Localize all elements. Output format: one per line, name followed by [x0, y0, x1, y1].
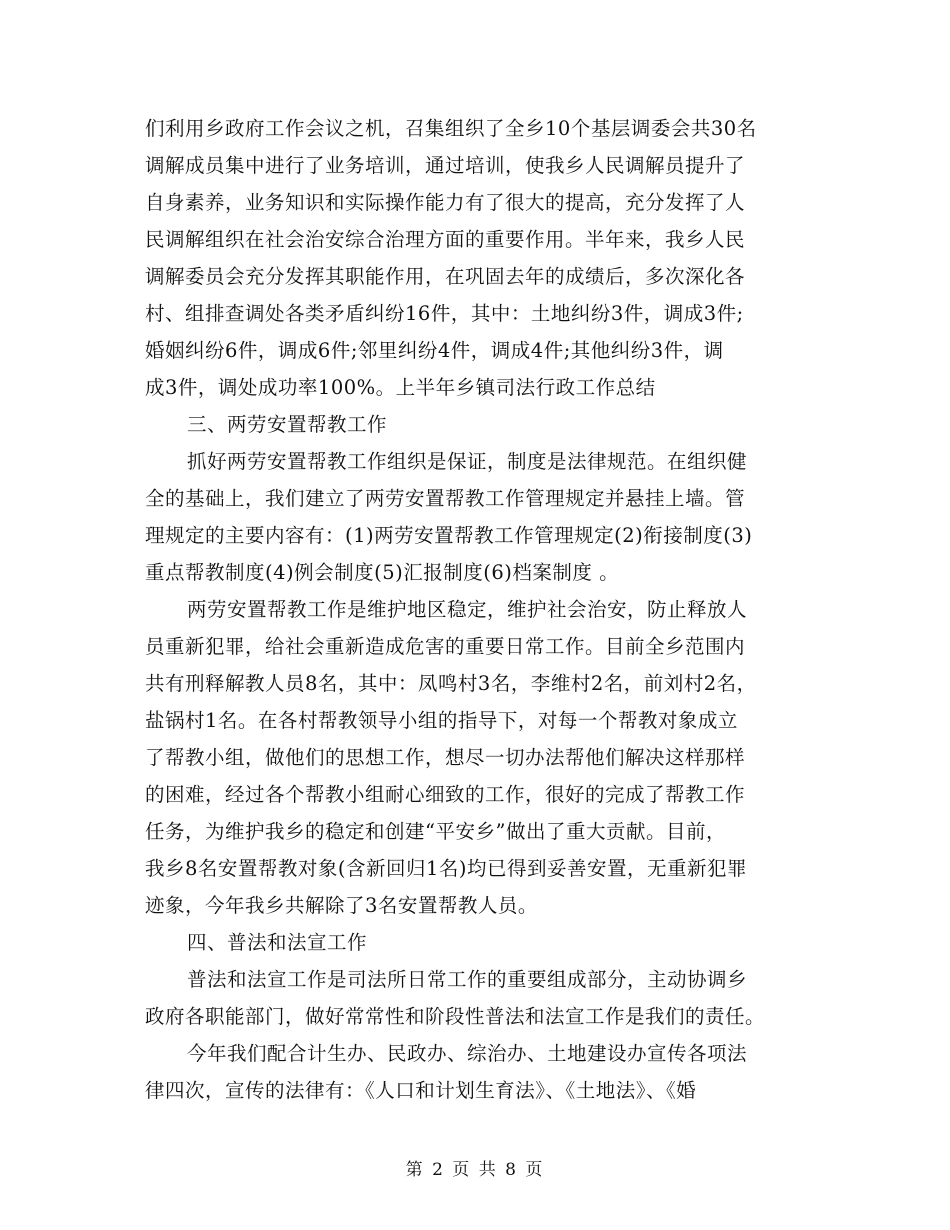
text-line: 的困难，经过各个帮教小组耐心细致的工作，很好的完成了帮教工作 [145, 783, 746, 806]
text-line: 调解成员集中进行了业务培训，通过培训，使我乡人民调解员提升了 [145, 154, 746, 177]
text-line: 抓好两劳安置帮教工作组织是保证，制度是法律规范。在组织健 [187, 450, 748, 473]
text-line: 政府各职能部门，做好常常性和阶段性普法和法宣工作是我们的责任。 [145, 1005, 766, 1028]
text-line: 三、两劳安置帮教工作 [187, 413, 388, 436]
text-line: 普法和法宣工作是司法所日常工作的重要组成部分，主动协调乡 [187, 968, 748, 991]
text-line: 理规定的主要内容有：(1)两劳安置帮教工作管理规定(2)衔接制度(3) [145, 524, 753, 547]
text-line: 员重新犯罪，给社会重新造成危害的重要日常工作。目前全乡范围内 [145, 635, 746, 658]
text-line: 了帮教小组，做他们的思想工作，想尽一切办法帮他们解决这样那样 [145, 746, 746, 769]
text-line: 们利用乡政府工作会议之机，召集组织了全乡10个基层调委会共30名 [145, 117, 757, 140]
text-line: 调解委员会充分发挥其职能作用，在巩固去年的成绩后，多次深化各 [145, 265, 746, 288]
text-line: 全的基础上，我们建立了两劳安置帮教工作管理规定并悬挂上墙。管 [145, 487, 746, 510]
text-line: 成3件，调处成功率100%。上半年乡镇司法行政工作总结 [145, 376, 656, 399]
document-body [145, 110, 810, 1109]
text-line: 民调解组织在社会治安综合治理方面的重要作用。半年来，我乡人民 [145, 228, 746, 251]
text-line: 四、普法和法宣工作 [187, 931, 368, 954]
text-line: 重点帮教制度(4)例会制度(5)汇报制度(6)档案制度 。 [145, 561, 620, 584]
text-line: 自身素养，业务知识和实际操作能力有了很大的提高，充分发挥了人 [145, 191, 746, 214]
text-line: 婚姻纠纷6件，调成6件;邻里纠纷4件，调成4件;其他纠纷3件，调 [145, 339, 724, 362]
text-line: 共有刑释解教人员8名，其中：凤鸣村3名，李维村2名，前刘村2名， [145, 672, 757, 695]
text-line: 今年我们配合计生办、民政办、综治办、土地建设办宣传各项法 [187, 1042, 748, 1065]
text-line: 两劳安置帮教工作是维护地区稳定，维护社会治安，防止释放人 [187, 598, 748, 621]
text-line: 我乡8名安置帮教对象(含新回归1名)均已得到妥善安置，无重新犯罪 [145, 857, 748, 880]
text-line: 盐锅村1名。在各村帮教领导小组的指导下，对每一个帮教对象成立 [145, 709, 738, 732]
text-line: 律四次，宣传的法律有：《人口和计划生育法》、《土地法》、《婚 [145, 1079, 697, 1102]
text-line: 任务，为维护我乡的稳定和创建“平安乡”做出了重大贡献。目前， [145, 820, 726, 843]
text-line: 迹象，今年我乡共解除了3名安置帮教人员。 [145, 894, 538, 917]
page-footer: 第 2 页 共 8 页 [405, 1160, 545, 1180]
text-line: 村、组排查调处各类矛盾纠纷16件，其中：土地纠纷3件，调成3件; [145, 302, 744, 325]
